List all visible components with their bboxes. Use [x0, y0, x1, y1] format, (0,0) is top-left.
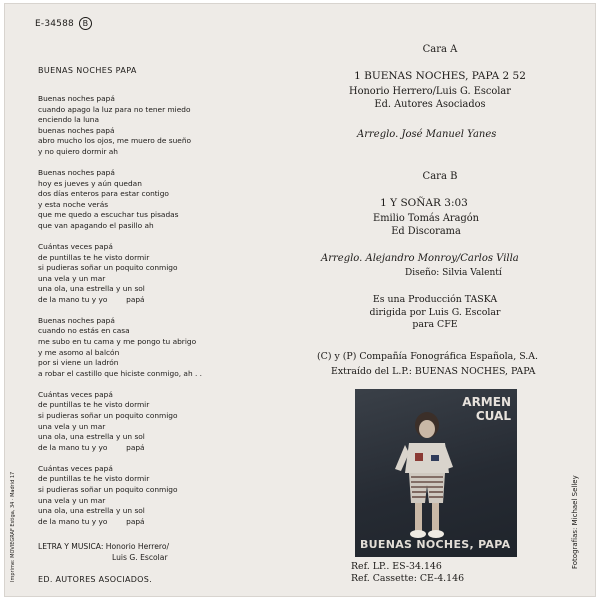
printer-credit: Imprime: MOVIEGRAF Estiga, 34 · Madrid 17 [10, 471, 16, 582]
lyrics-line: de puntillas te he visto dormir [38, 400, 150, 410]
lyrics-line: una vela y un mar [38, 495, 106, 505]
side-b-authors [281, 213, 571, 238]
side-a-arreglo: Arreglo. José Manuel Yanes [357, 129, 497, 140]
photographer-credit: Fotografías: Michael Selley [571, 475, 579, 569]
extracted-from-line: Extraído del L.P.: BUENAS NOCHES, PAPA [331, 366, 536, 377]
lyrics-line: una vela y un mar [38, 421, 106, 431]
album-title-on-cover: BUENAS NOCHES, PAPA [360, 538, 511, 551]
lyrics-line: Buenas noches papá [38, 315, 115, 325]
lyrics-line: a robar el castillo que hiciste conmigo, ah . . [38, 368, 203, 378]
lyrics-line: que me quedo a escuchar tus pisadas [38, 210, 179, 220]
lyrics-line: una ola, una estrella y un sol [38, 506, 145, 516]
catalog-badge: B [79, 17, 92, 30]
catalog-number-text: E-34588 [35, 19, 74, 29]
side-a-track: 1 BUENAS NOCHES, PAPA 2 52 [354, 70, 526, 82]
artist-name-line: CUAL [475, 409, 511, 423]
copyright-line: (C) y (P) Compañía Fonográfica Española, S.A. [317, 351, 539, 362]
lyrics-line: una ola, una estrella y un sol [38, 284, 145, 294]
lyrics-line: de la mano tu y yo papá [38, 516, 145, 526]
lyrics-stanza [38, 168, 298, 232]
lyrics-stanza [38, 316, 298, 380]
album-cover-image [355, 389, 517, 557]
lyrics-line: cuando no estás en casa [38, 326, 130, 336]
lyrics-line: de la mano tu y yo papá [38, 442, 145, 452]
lyrics-line: Buenas noches papá [38, 167, 115, 177]
catalog-number [35, 17, 92, 30]
lyrics-line: si pudieras soñar un poquito conmigo [38, 411, 178, 420]
lyrics-line: dos días enteros para estar contigo [38, 189, 169, 199]
record-sleeve-back [4, 3, 596, 597]
lyrics-line: si pudieras soñar un poquito conmigo [38, 263, 178, 273]
songwriter-credits [38, 542, 169, 563]
production-line: dirigida por Luis G. Escolar [369, 306, 501, 318]
lyrics-line: cuando apago la luz para no tener miedo [38, 104, 191, 114]
lyrics-line: y no quiero dormir ah [38, 146, 118, 156]
lyrics-line: una vela y un mar [38, 273, 106, 283]
lyrics-line: de puntillas te he visto dormir [38, 474, 150, 484]
lyrics-line: Buenas noches papá [38, 94, 115, 103]
ref-cassette: Ref. Cassette: CE-4.146 [351, 573, 465, 584]
lyrics-line: que van apagando el pasillo ah [38, 220, 154, 230]
side-a-authors [285, 86, 575, 111]
lyrics-line: y me asomo al balcón [38, 347, 120, 357]
side-b-track: 1 Y SOÑAR 3:03 [380, 197, 468, 209]
side-b-arreglo: Arreglo. Alejandro Monroy/Carlos Villa [321, 253, 519, 264]
lyrics-line: y esta noche verás [38, 199, 109, 209]
lyrics-stanza [38, 94, 298, 158]
lyrics-line: una ola, una estrella y un sol [38, 432, 145, 442]
lyrics-line: Cuántas veces papá [38, 463, 113, 473]
lyrics-line: hoy es jueves y aún quedan [38, 178, 142, 188]
lyrics-line: si pudieras soñar un poquito conmigo [38, 484, 178, 494]
lyrics-stanza [38, 464, 298, 528]
lyrics-line: abro mucho los ojos, me muero de sueño [38, 136, 192, 146]
child-figure-illustration [385, 411, 465, 541]
lyrics-stanza [38, 242, 298, 306]
lyrics-block [38, 94, 298, 538]
lyrics-line: por si viene un ladrón [38, 358, 119, 368]
lyrics-line: de la mano tu y yo papá [38, 294, 145, 304]
side-b-publisher: Ed Discorama [391, 225, 461, 237]
design-credit: Diseño: Silvia Valentí [405, 268, 502, 278]
production-line: Es una Producción TASKA [372, 294, 498, 305]
publisher-credit: ED. AUTORES ASOCIADOS. [38, 575, 152, 584]
side-a-authors-text: Honorio Herrero/Luis G. Escolar [349, 86, 511, 97]
lyrics-line: enciendo la luna [38, 115, 100, 125]
lyrics-line: Cuántas veces papá [38, 389, 113, 399]
lyrics-line: de puntillas te he visto dormir [38, 252, 150, 262]
production-line: para CFE [412, 319, 458, 330]
reference-numbers [351, 561, 464, 585]
artist-name [462, 395, 511, 423]
production-credit [285, 294, 585, 332]
lyrics-title: BUENAS NOCHES PAPA [38, 66, 137, 75]
side-a-publisher: Ed. Autores Asociados [374, 98, 486, 110]
lyrics-line: buenas noches papá [38, 125, 115, 135]
lyrics-stanza [38, 390, 298, 454]
lyrics-line: me subo en tu cama y me pongo tu abrigo [38, 337, 197, 347]
credits-line: LETRA Y MUSICA: Honorio Herrero/ [38, 542, 170, 551]
lyrics-line: Cuántas veces papá [38, 241, 113, 251]
credits-line: Luis G. Escolar [112, 552, 168, 562]
side-a-title: Cara A [422, 44, 458, 55]
artist-name-line: ARMEN [462, 395, 511, 409]
side-b-authors-text: Emilio Tomás Aragón [373, 213, 479, 224]
side-b-title: Cara B [422, 171, 458, 182]
ref-lp: Ref. LP.. ES-34.146 [351, 561, 442, 572]
